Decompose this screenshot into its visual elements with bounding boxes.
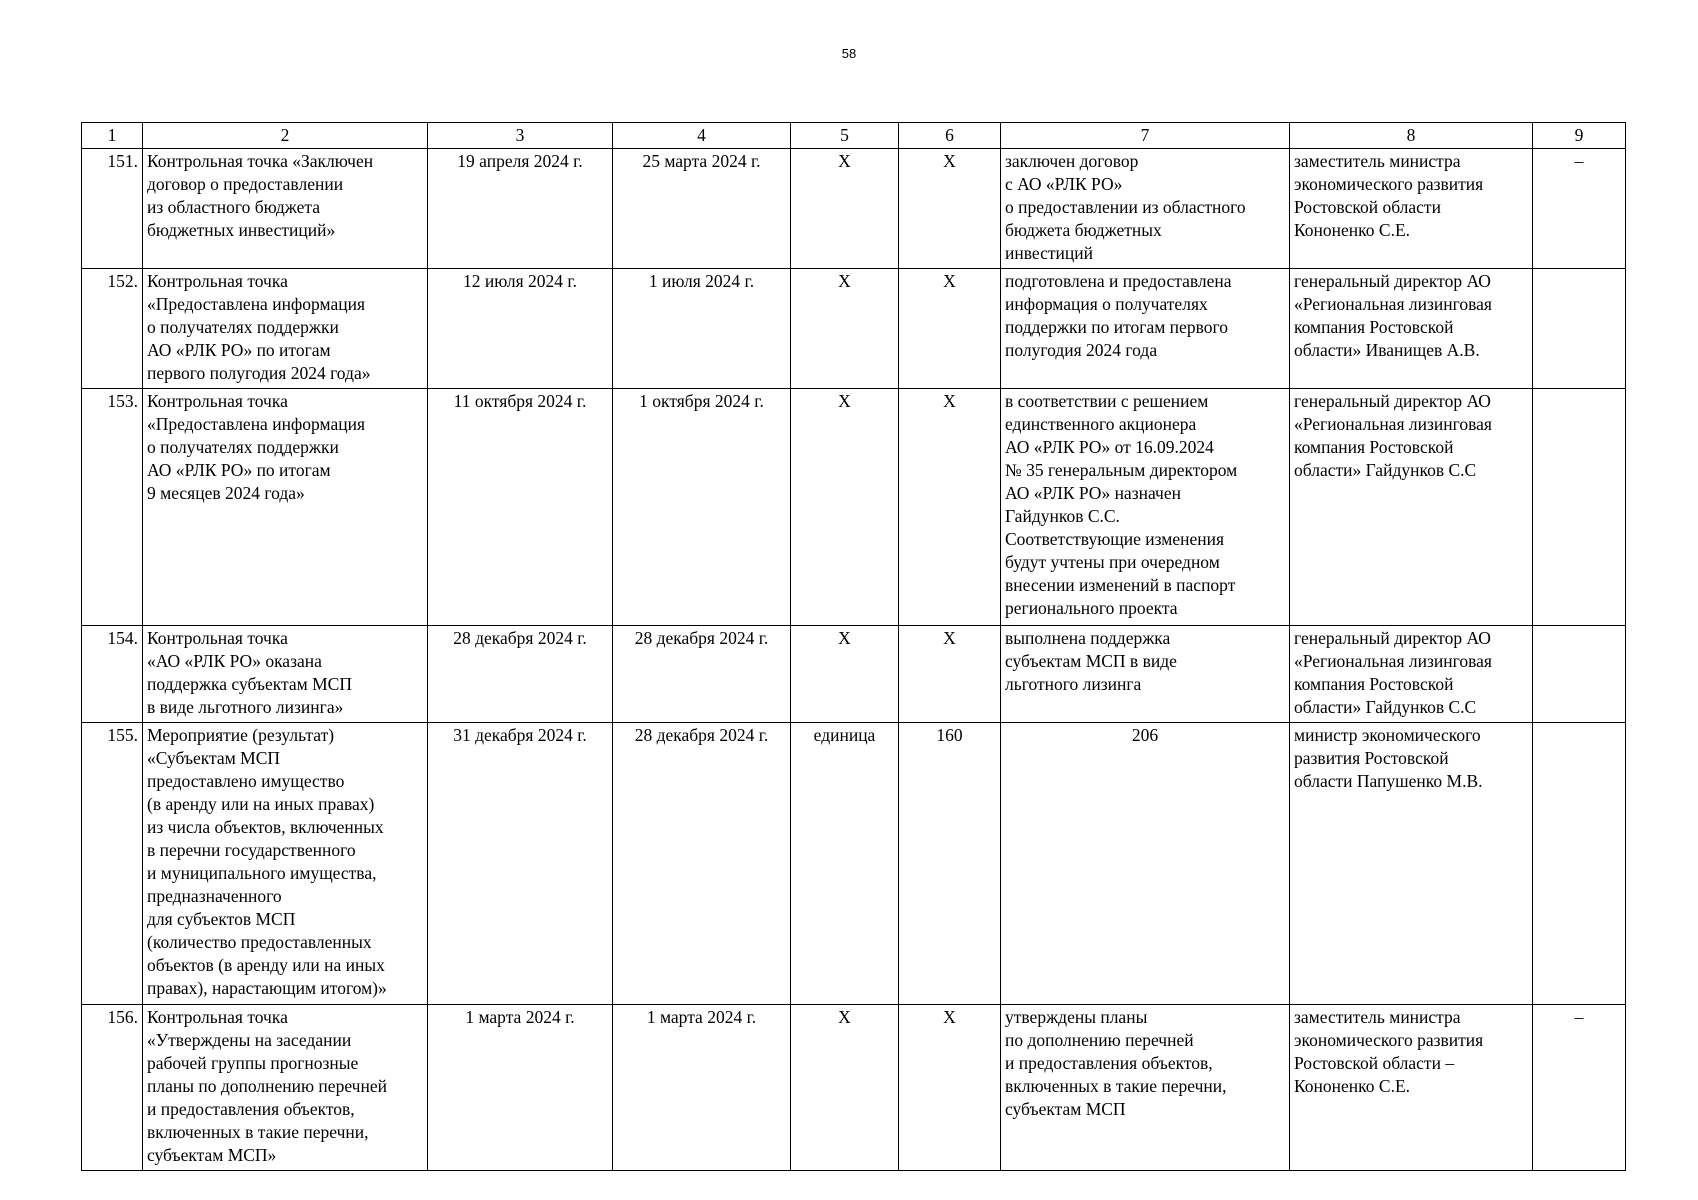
responsible: заместитель министра экономического развития Ростовской области Кононенко С.Е.	[1290, 149, 1533, 269]
unit: Х	[791, 1005, 899, 1171]
plan-date: 1 марта 2024 г.	[428, 1005, 613, 1171]
fact-date: 1 июля 2024 г.	[613, 269, 791, 389]
plan-value: Х	[899, 626, 1001, 723]
note	[1533, 389, 1626, 626]
plan-value: Х	[899, 1005, 1001, 1171]
result-text: утверждены планы по дополнению перечней и предоставления объектов, включенных в такие перечни, субъектам МСП	[1001, 1005, 1290, 1171]
item-name: Контрольная точка «АО «РЛК РО» оказана поддержка субъектам МСП в виде льготного лизинга»	[143, 626, 428, 723]
fact-date: 25 марта 2024 г.	[613, 149, 791, 269]
column-header: 8	[1290, 123, 1533, 149]
plan-date: 28 декабря 2024 г.	[428, 626, 613, 723]
result-text: 206	[1001, 723, 1290, 1005]
row-number: 151.	[82, 149, 143, 269]
plan-value: 160	[899, 723, 1001, 1005]
table-header-row	[82, 123, 1626, 149]
result-text: в соответствии с решением единственного акционера АО «РЛК РО» от 16.09.2024 № 35 генеральным директором АО «РЛК РО» назначен Гайдунков С.С. Соответствующие изменения будут учтены при очередном внесении изменений в паспорт регионального проекта	[1001, 389, 1290, 626]
item-name: Контрольная точка «Заключен договор о предоставлении из областного бюджета бюджетных инвестиций»	[143, 149, 428, 269]
unit: Х	[791, 626, 899, 723]
note: –	[1533, 149, 1626, 269]
plan-date: 12 июля 2024 г.	[428, 269, 613, 389]
plan-value: Х	[899, 389, 1001, 626]
responsible: министр экономического развития Ростовской области Папушенко М.В.	[1290, 723, 1533, 1005]
table-row	[82, 389, 1626, 626]
row-number: 155.	[82, 723, 143, 1005]
row-number: 152.	[82, 269, 143, 389]
fact-date: 28 декабря 2024 г.	[613, 626, 791, 723]
unit: Х	[791, 269, 899, 389]
row-number: 154.	[82, 626, 143, 723]
responsible: генеральный директор АО «Региональная лизинговая компания Ростовской области» Гайдунков С.С	[1290, 389, 1533, 626]
fact-date: 1 марта 2024 г.	[613, 1005, 791, 1171]
column-header: 3	[428, 123, 613, 149]
note	[1533, 723, 1626, 1005]
column-header: 2	[143, 123, 428, 149]
item-name: Контрольная точка «Утверждены на заседании рабочей группы прогнозные планы по дополнению перечней и предоставления объектов, включенных в такие перечни, субъектам МСП»	[143, 1005, 428, 1171]
unit: Х	[791, 389, 899, 626]
plan-date: 11 октября 2024 г.	[428, 389, 613, 626]
table-row	[82, 723, 1626, 1005]
table-row	[82, 626, 1626, 723]
unit: Х	[791, 149, 899, 269]
fact-date: 1 октября 2024 г.	[613, 389, 791, 626]
column-header: 4	[613, 123, 791, 149]
column-header: 6	[899, 123, 1001, 149]
page-number: 58	[841, 46, 857, 61]
note: –	[1533, 1005, 1626, 1171]
table-row	[82, 149, 1626, 269]
column-header: 5	[791, 123, 899, 149]
result-text: заключен договор с АО «РЛК РО» о предоставлении из областного бюджета бюджетных инвестиций	[1001, 149, 1290, 269]
note	[1533, 269, 1626, 389]
column-header: 7	[1001, 123, 1290, 149]
unit: единица	[791, 723, 899, 1005]
row-number: 153.	[82, 389, 143, 626]
item-name: Контрольная точка «Предоставлена информация о получателях поддержки АО «РЛК РО» по итогам первого полугодия 2024 года»	[143, 269, 428, 389]
responsible: заместитель министра экономического развития Ростовской области – Кононенко С.Е.	[1290, 1005, 1533, 1171]
result-text: выполнена поддержка субъектам МСП в виде льготного лизинга	[1001, 626, 1290, 723]
column-header: 9	[1533, 123, 1626, 149]
responsible: генеральный директор АО «Региональная лизинговая компания Ростовской области» Иванищев А.В.	[1290, 269, 1533, 389]
table-row	[82, 1005, 1626, 1171]
plan-value: Х	[899, 149, 1001, 269]
item-name: Мероприятие (результат) «Субъектам МСП предоставлено имущество (в аренду или на иных правах) из числа объектов, включенных в перечни государственного и муниципального имущества, предназначенного для субъектов МСП (количество предоставленных объектов (в аренду или на иных правах), нарастающим итогом)»	[143, 723, 428, 1005]
fact-date: 28 декабря 2024 г.	[613, 723, 791, 1005]
row-number: 156.	[82, 1005, 143, 1171]
report-table	[81, 122, 1626, 1171]
plan-date: 19 апреля 2024 г.	[428, 149, 613, 269]
responsible: генеральный директор АО «Региональная лизинговая компания Ростовской области» Гайдунков С.С	[1290, 626, 1533, 723]
result-text: подготовлена и предоставлена информация о получателях поддержки по итогам первого полугодия 2024 года	[1001, 269, 1290, 389]
note	[1533, 626, 1626, 723]
column-header: 1	[82, 123, 143, 149]
table-row	[82, 269, 1626, 389]
plan-date: 31 декабря 2024 г.	[428, 723, 613, 1005]
item-name: Контрольная точка «Предоставлена информация о получателях поддержки АО «РЛК РО» по итогам 9 месяцев 2024 года»	[143, 389, 428, 626]
plan-value: Х	[899, 269, 1001, 389]
